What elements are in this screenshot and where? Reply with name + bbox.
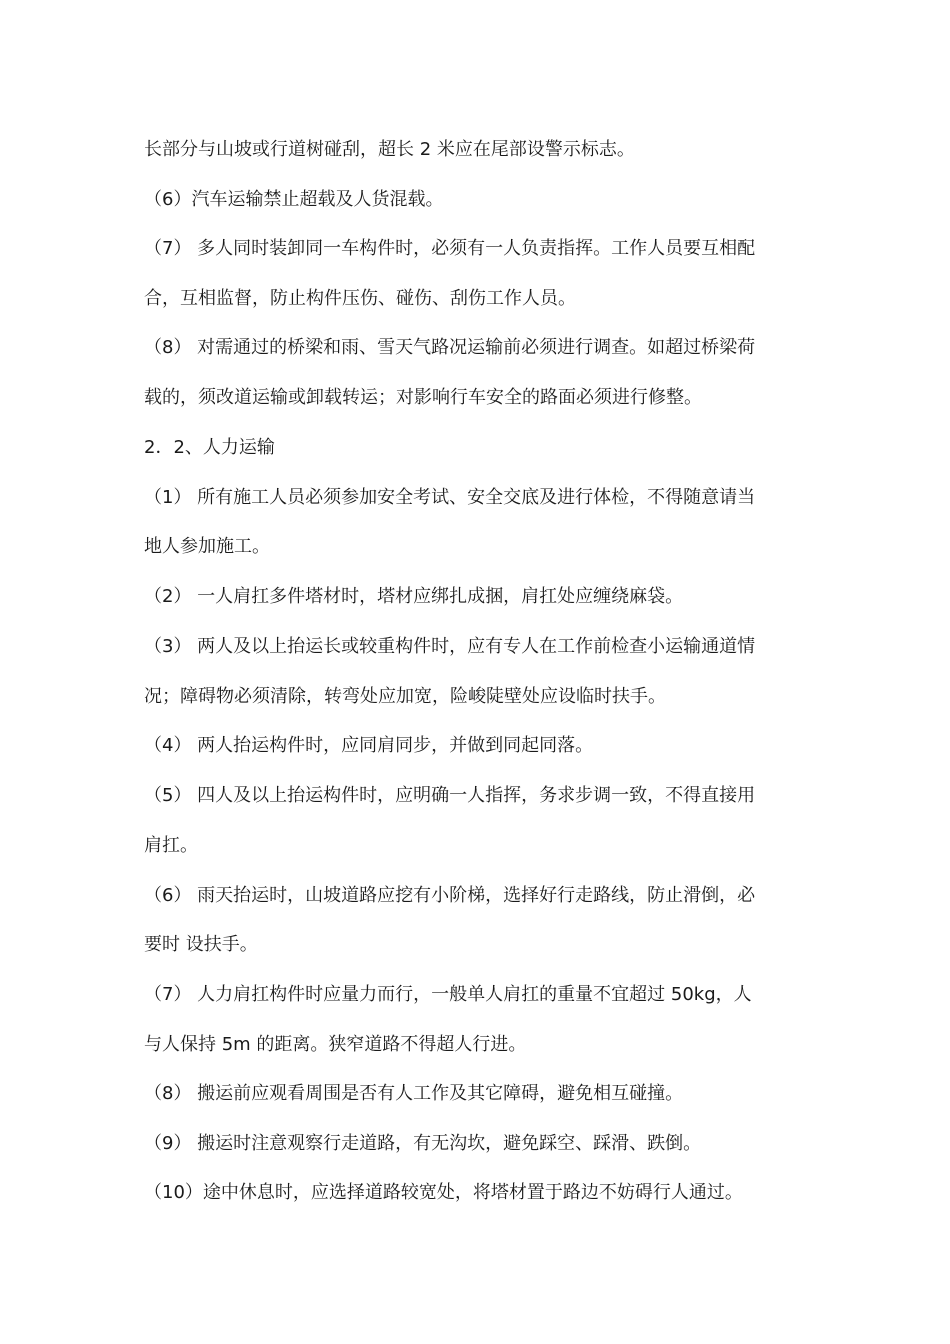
text-line: 合，互相监督，防止构件压伤、碰伤、刮伤工作人员。	[144, 288, 576, 309]
text-line: （8） 对需通过的桥梁和雨、雪天气路况运输前必须进行调查。如超过桥梁荷	[144, 337, 756, 358]
text-line: 载的，须改道运输或卸载转运；对影响行车安全的路面必须进行修整。	[144, 387, 702, 408]
text-line: 肩扛。	[144, 835, 198, 856]
text-line: 与人保持 5m 的距离。狭窄道路不得超人行进。	[144, 1034, 527, 1055]
text-line: （9） 搬运时注意观察行走道路，有无沟坎，避免踩空、踩滑、跌倒。	[144, 1133, 702, 1154]
text-line: （10）途中休息时，应选择道路较宽处，将塔材置于路边不妨碍行人通过。	[144, 1182, 743, 1203]
text-line: （4） 两人抬运构件时，应同肩同步，并做到同起同落。	[144, 735, 594, 756]
text-line: （6）汽车运输禁止超载及人货混载。	[144, 189, 444, 210]
text-line: （7） 多人同时装卸同一车构件时，必须有一人负责指挥。工作人员要互相配	[144, 238, 756, 259]
text-line: 地人参加施工。	[144, 536, 270, 557]
text-line: （7） 人力肩扛构件时应量力而行，一般单人肩扛的重量不宜超过 50kg，人	[144, 984, 752, 1005]
text-line: （1） 所有施工人员必须参加安全考试、安全交底及进行体检，不得随意请当	[144, 487, 756, 508]
text-line: 长部分与山坡或行道树碰刮，超长 2 米应在尾部设警示标志。	[144, 139, 635, 160]
text-line: （3） 两人及以上抬运长或较重构件时，应有专人在工作前检查小运输通道情	[144, 636, 756, 657]
text-line: （5） 四人及以上抬运构件时，应明确一人指挥，务求步调一致，不得直接用	[144, 785, 756, 806]
text-line: 况；障碍物必须清除，转弯处应加宽，险峻陡壁处应设临时扶手。	[144, 686, 666, 707]
text-line: （2） 一人肩扛多件塔材时，塔材应绑扎成捆，肩扛处应缠绕麻袋。	[144, 586, 684, 607]
text-line: （6） 雨天抬运时，山坡道路应挖有小阶梯，选择好行走路线，防止滑倒，必	[144, 885, 756, 906]
section-heading: 2．2、人力运输	[144, 437, 275, 458]
text-line: （8） 搬运前应观看周围是否有人工作及其它障碍，避免相互碰撞。	[144, 1083, 684, 1104]
text-line: 要时 设扶手。	[144, 934, 258, 955]
